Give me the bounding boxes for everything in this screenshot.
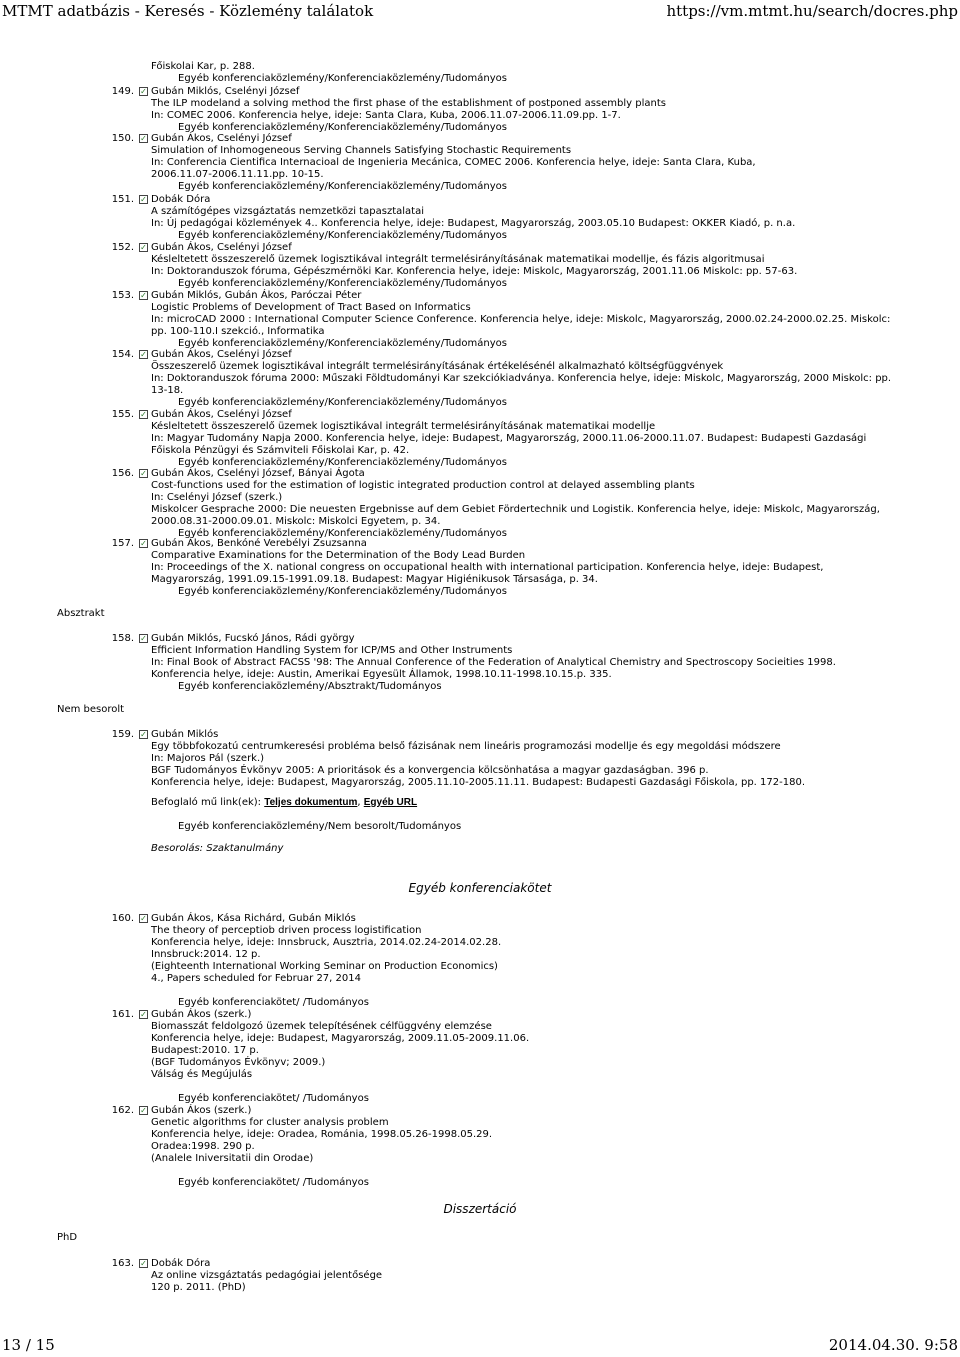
item-series: (BGF Tudományos Évkönyv; 2009.) (151, 1057, 326, 1068)
item-title: Cost-functions used for the estimation of logistic integrated production control at delayed assembling plants (151, 480, 695, 491)
item-source: Konferencia helye, ideje: Budapest, Magyarország, 2005.11.10-2005.11.11. Budapest: Budapesti Gazdasági Főiskola, pp. 172-180. (151, 777, 805, 788)
item-title: Comparative Examinations for the Determination of the Body Lead Burden (151, 550, 526, 561)
item-links (151, 797, 417, 809)
item-number: 153. (111, 290, 134, 301)
item-category: Egyéb konferenciakötet/ /Tudományos (178, 1177, 369, 1188)
item-number: 156. (111, 468, 134, 479)
item-source: In: microCAD 2000 : International Computer Science Conference. Konferencia helye, ideje: Miskolc, Magyarország, 2000.02.24-2000.02.25. Miskolc: (151, 314, 891, 325)
item-number: 149. (111, 86, 134, 97)
item-category: Egyéb konferenciaközlemény/Nem besorolt/Tudományos (178, 821, 462, 832)
item-authors: Gubán Miklós (151, 729, 219, 740)
item-authors: Gubán Ákos (szerk.) (151, 1105, 252, 1116)
section-heading-dissertation: Disszertáció (443, 1202, 517, 1216)
item-category: Egyéb konferenciaközlemény/Konferenciaközlemény/Tudományos (178, 122, 507, 133)
item-source: In: Doktoranduszok fóruma, Gépészmérnöki Kar. Konferencia helye, ideje: Miskolc, Magyarország, 2001.11.06 Miskolc: pp. 57-63. (151, 266, 798, 277)
checked-box-icon[interactable]: ✓ (140, 134, 147, 143)
item-number: 152. (111, 242, 134, 253)
item-title: The theory of perceptiob driven process logistification (151, 925, 422, 936)
item-source: pp. 100-110.I szekció., Informatika (151, 326, 325, 337)
item-source: 13-18. (151, 385, 184, 396)
page-counter: 13 / 15 (2, 1336, 55, 1354)
checked-box-icon[interactable]: ✓ (140, 350, 147, 359)
item-source: Oradea:1998. 290 p. (151, 1141, 255, 1152)
item-number: 163. (111, 1258, 134, 1269)
item-authors: Gubán Ákos, Cselényi József (151, 409, 292, 420)
item-category: Egyéb konferenciaközlemény/Konferenciaközlemény/Tudományos (178, 73, 507, 84)
item-category: Egyéb konferenciaközlemény/Konferenciaközlemény/Tudományos (178, 528, 507, 539)
item-authors: Gubán Miklós, Cselényi József (151, 86, 300, 97)
checked-box-icon[interactable]: ✓ (140, 469, 147, 478)
item-source: In: Conferencia Cientifica Internacioal de Ingenieria Mecánica, COMEC 2006. Konferencia helye, ideje: Santa Clara, Kuba, (151, 157, 756, 168)
item-category: Egyéb konferenciakötet/ /Tudományos (178, 997, 369, 1008)
item-number: 160. (111, 913, 134, 924)
checked-box-icon[interactable]: ✓ (140, 195, 147, 204)
item-source: Konferencia helye, ideje: Budapest, Magyarország, 2009.11.05-2009.11.06. (151, 1033, 530, 1044)
item-source: In: Magyar Tudomány Napja 2000. Konferencia helye, ideje: Budapest, Magyarország, 2000.11.06-2000.11.07. Budapest: Budapesti Gazdasági (151, 433, 867, 444)
print-datetime: 2014.04.30. 9:58 (828, 1336, 958, 1354)
item-authors: Gubán Ákos, Kása Richárd, Gubán Miklós (151, 913, 356, 924)
item-title: A számítógépes vizsgáztatás nemzetközi tapasztalatai (151, 206, 424, 217)
item-number: 151. (111, 194, 134, 205)
print-header (0, 0, 960, 20)
item-title: Összeszerelő üzemek logisztikával integrált termelésirányításának értékelésénél alkalmazható költségfüggvények (151, 361, 724, 372)
checked-box-icon[interactable]: ✓ (140, 1106, 147, 1115)
item-title: Efficient Information Handling System for ICP/MS and Other Instruments (151, 645, 513, 656)
group-label-abstract: Absztrakt (57, 608, 105, 619)
item-title: Késleltetett összeszerelő üzemek logisztikával integrált termelésirányításának matematikai modellje, és fázis algoritmusai (151, 254, 765, 265)
item-number: 157. (111, 538, 134, 549)
item-series: (Analele Iniversitatii din Orodae) (151, 1153, 314, 1164)
item-category: Egyéb konferenciaközlemény/Konferenciaközlemény/Tudományos (178, 586, 507, 597)
checked-box-icon[interactable]: ✓ (140, 87, 147, 96)
links-label: Befoglaló mű link(ek): (151, 797, 265, 808)
item-classification: Besorolás: Szaktanulmány (151, 843, 284, 854)
item-number: 162. (111, 1105, 134, 1116)
item-number: 155. (111, 409, 134, 420)
group-label-phd: PhD (57, 1232, 78, 1243)
other-url-link[interactable]: Egyéb URL (363, 797, 418, 808)
item-number: 161. (111, 1009, 134, 1020)
item-authors: Gubán Ákos, Cselényi József, Bányai Ágota (151, 468, 365, 479)
section-heading-conf-volume: Egyéb konferenciakötet (408, 881, 552, 895)
checked-box-icon[interactable]: ✓ (140, 1259, 147, 1268)
item-source: 120 p. 2011. (PhD) (151, 1282, 246, 1293)
item-category: Egyéb konferenciaközlemény/Konferenciaközlemény/Tudományos (178, 338, 507, 349)
item-source: Magyarország, 1991.09.15-1991.09.18. Budapest: Magyar Higiénikusok Társasága, p. 34. (151, 574, 598, 585)
checked-box-icon[interactable]: ✓ (140, 291, 147, 300)
item-note: 4., Papers scheduled for Februar 27, 2014 (151, 973, 361, 984)
item-title: Simulation of Inhomogeneous Serving Channels Satisfying Stochastic Requirements (151, 145, 572, 156)
item-title: Biomasszát feldolgozó üzemek telepítésének célfüggvény elemzése (151, 1021, 492, 1032)
item-editor: In: Majoros Pál (szerk.) (151, 753, 265, 764)
checked-box-icon[interactable]: ✓ (140, 539, 147, 548)
item-number: 159. (111, 729, 134, 740)
item-category: Egyéb konferenciaközlemény/Konferenciaközlemény/Tudományos (178, 397, 507, 408)
item-authors: Gubán Ákos, Cselényi József (151, 242, 292, 253)
item-title: Az online vizsgáztatás pedagógiai jelentősége (151, 1270, 383, 1281)
checked-box-icon[interactable]: ✓ (140, 410, 147, 419)
item-source: Főiskola Pénzügyi és Számviteli Főiskolai Kar, p. 42. (151, 445, 410, 456)
checked-box-icon[interactable]: ✓ (140, 730, 147, 739)
item-editor: In: Cselényi József (szerk.) (151, 492, 283, 503)
item-source: 2000.08.31-2000.09.01. Miskolc: Miskolci Egyetem, p. 34. (151, 516, 441, 527)
item-authors: Dobák Dóra (151, 194, 211, 205)
item-title: Logistic Problems of Development of Tract Based on Informatics (151, 302, 471, 313)
item-source: Miskolcer Gesprache 2000: Die neuesten Ergebnisse auf dem Gebiet Fördertechnik und Logistik. Konferencia helye, ideje: Miskolc, Magyarország, (151, 504, 880, 515)
item-source: In: Doktoranduszok fóruma 2000: Műszaki Földtudományi Kar szekciókiadványa. Konferencia helye, ideje: Miskolc, Magyarország, 2000 Miskolc: pp. (151, 373, 892, 384)
item-source: Innsbruck:2014. 12 p. (151, 949, 261, 960)
item-authors: Gubán Miklós, Gubán Ákos, Paróczai Péter (151, 290, 362, 301)
item-authors: Gubán Ákos, Cselényi József (151, 133, 292, 144)
item-category: Egyéb konferenciaközlemény/Konferenciaközlemény/Tudományos (178, 230, 507, 241)
checked-box-icon[interactable]: ✓ (140, 243, 147, 252)
item-note: Válság és Megújulás (151, 1069, 253, 1080)
page-url[interactable]: https://vm.mtmt.hu/search/docres.php (666, 2, 958, 20)
item-title: Késleltetett összeszerelő üzemek logisztikával integrált termelésirányításának matematikai modellje (151, 421, 656, 432)
item-source: Budapest:2010. 17 p. (151, 1045, 259, 1056)
item-source: 2006.11.07-2006.11.11.pp. 10-15. (151, 169, 324, 180)
item-authors: Dobák Dóra (151, 1258, 211, 1269)
links-separator: , (357, 797, 364, 808)
item-source: Konferencia helye, ideje: Austin, Amerikai Egyesült Államok, 1998.10.11-1998.10.15.p. 335. (151, 669, 612, 680)
item-category: Egyéb konferenciaközlemény/Absztrakt/Tudományos (178, 681, 442, 692)
item-source: In: Proceedings of the X. national congress on occupational health with international participation. Konferencia helye, ideje: Budapest, (151, 562, 824, 573)
item-authors: Gubán Ákos, Benkóné Verebélyi Zsuzsanna (151, 538, 367, 549)
item-authors: Gubán Miklós, Fucskó János, Rádi györgy (151, 633, 355, 644)
item-title: The ILP modeland a solving method the first phase of the establishment of postponed assembly plants (151, 98, 666, 109)
item-number: 154. (111, 349, 134, 360)
item-category: Egyéb konferenciaközlemény/Konferenciaközlemény/Tudományos (178, 278, 507, 289)
item-number: 158. (111, 633, 134, 644)
item-category: Egyéb konferenciaközlemény/Konferenciaközlemény/Tudományos (178, 457, 507, 468)
full-document-link[interactable]: Teljes dokumentum (264, 797, 358, 808)
item-source: In: Final Book of Abstract FACSS '98: The Annual Conference of the Federation of Analytical Chemistry and Spectroscopy Socieities 1998. (151, 657, 836, 668)
checked-box-icon[interactable]: ✓ (140, 1010, 147, 1019)
group-label-unclassified: Nem besorolt (57, 704, 125, 715)
item-source: Konferencia helye, ideje: Oradea, Románia, 1998.05.26-1998.05.29. (151, 1129, 493, 1140)
item-number: 150. (111, 133, 134, 144)
print-footer (0, 1337, 960, 1357)
item-title: Genetic algorithms for cluster analysis problem (151, 1117, 389, 1128)
checked-box-icon[interactable]: ✓ (140, 914, 147, 923)
item-authors: Gubán Ákos (szerk.) (151, 1009, 252, 1020)
item-source: Konferencia helye, ideje: Innsbruck, Ausztria, 2014.02.24-2014.02.28. (151, 937, 502, 948)
item-authors: Gubán Ákos, Cselényi József (151, 349, 292, 360)
item-category: Egyéb konferenciaközlemény/Konferenciaközlemény/Tudományos (178, 181, 507, 192)
continued-text: Főiskolai Kar, p. 288. (151, 61, 255, 72)
item-source: In: COMEC 2006. Konferencia helye, ideje: Santa Clara, Kuba, 2006.11.07-2006.11.09.pp. 1-7. (151, 110, 621, 121)
item-source: BGF Tudományos Évkönyv 2005: A prioritások és a konvergencia kölcsönhatása a magyar gazdaságban. 396 p. (151, 765, 709, 776)
item-source: In: Új pedagógai közlemények 4.. Konferencia helye, ideje: Budapest, Magyarország, 2003.05.10 Budapest: OKKER Kiadó, p. n.a. (151, 218, 796, 229)
item-title: Egy többfokozatú centrumkeresési probléma belső fázisának nem lineáris programozási modellje és egy megoldási módszere (151, 741, 781, 752)
item-category: Egyéb konferenciakötet/ /Tudományos (178, 1093, 369, 1104)
item-series: (Eighteenth International Working Seminar on Production Economics) (151, 961, 498, 972)
checked-box-icon[interactable]: ✓ (140, 634, 147, 643)
page-title: MTMT adatbázis - Keresés - Közlemény találatok (2, 2, 374, 20)
